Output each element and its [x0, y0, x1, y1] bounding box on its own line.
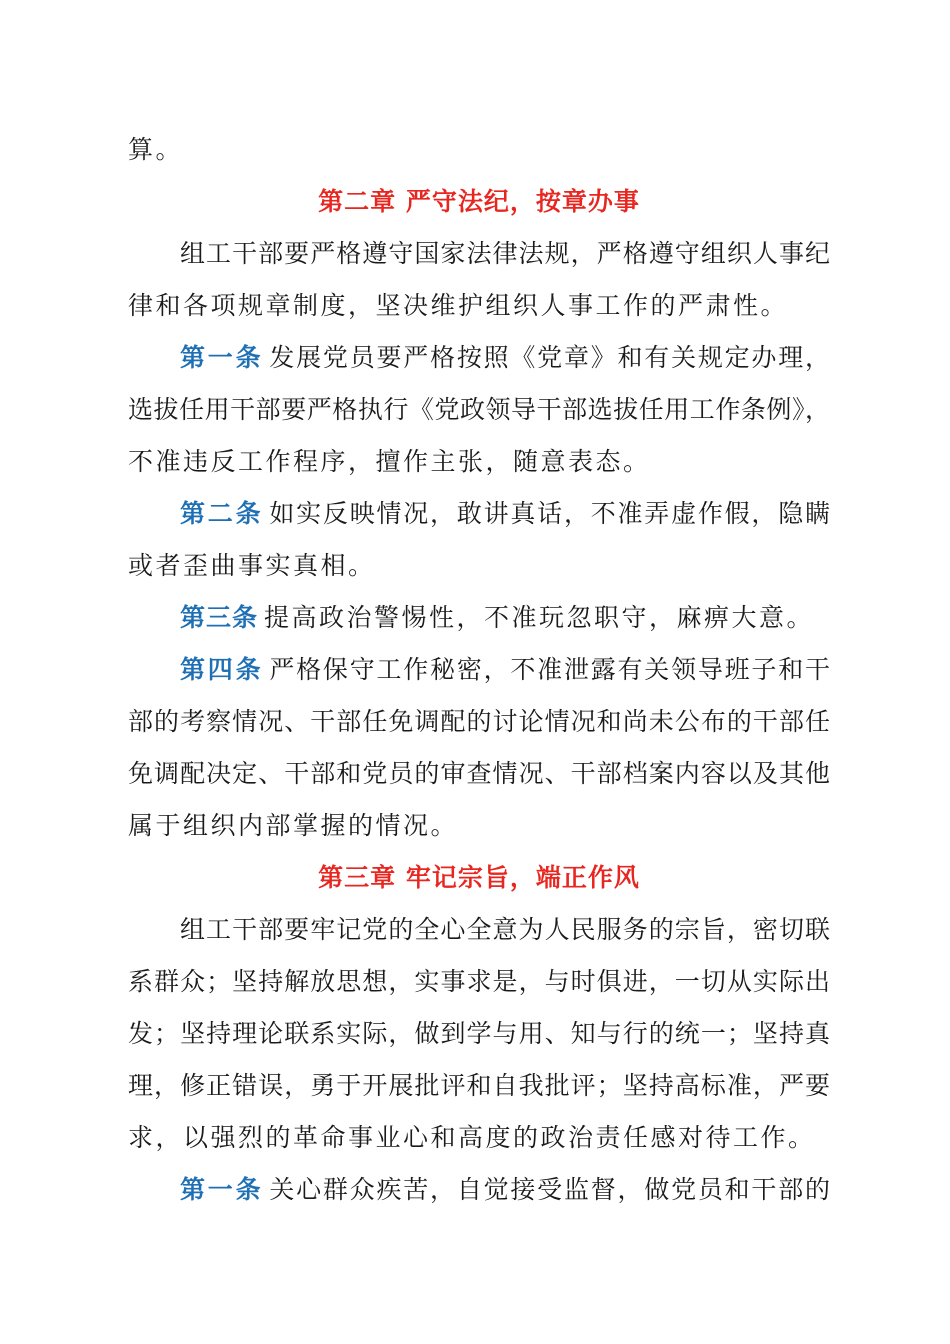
article-paragraph	[128, 332, 830, 488]
article-label: 第二条	[180, 499, 264, 528]
text-line	[128, 488, 830, 540]
text-line: 选拔任用干部要严格执行《党政领导干部选拔任用工作条例》，	[128, 395, 830, 424]
text-line	[128, 332, 830, 384]
article-paragraph	[128, 644, 830, 852]
text-line: 组工干部要牢记党的全心全意为人民服务的宗旨，密切联	[180, 915, 830, 944]
text-line: 属于组织内部掌握的情况。	[128, 811, 459, 840]
text-line	[128, 592, 830, 644]
text-line	[128, 1164, 830, 1216]
document-page	[128, 124, 830, 1216]
text-line: 理，修正错误，勇于开展批评和自我批评；坚持高标准，严要	[128, 1071, 830, 1100]
chapter-heading-2: 第二章 严守法纪，按章办事	[318, 187, 640, 216]
text-line: 发；坚持理论联系实际，做到学与用、知与行的统一；坚持真	[128, 1019, 830, 1048]
chapter-3-intro-paragraph	[128, 904, 830, 1164]
article-text: 发展党员要严格按照《党章》和有关规定办理，	[269, 343, 830, 372]
article-text: 提高政治警惕性，不准玩忽职守，麻痹大意。	[264, 603, 815, 632]
article-text: 严格保守工作秘密，不准泄露有关领导班子和干	[269, 655, 830, 684]
paragraph-continuation	[128, 124, 830, 176]
article-label: 第一条	[180, 343, 264, 372]
article-paragraph	[128, 488, 830, 592]
text-line: 算。	[128, 135, 184, 164]
text-line: 律和各项规章制度，坚决维护组织人事工作的严肃性。	[128, 291, 789, 320]
text-line	[128, 644, 830, 696]
article-paragraph	[128, 1164, 830, 1216]
article-text: 如实反映情况，敢讲真话，不准弄虚作假，隐瞒	[269, 499, 830, 528]
text-line: 不准违反工作程序，擅作主张，随意表态。	[128, 447, 651, 476]
article-paragraph	[128, 592, 830, 644]
chapter-2-intro-paragraph	[128, 228, 830, 332]
text-line: 系群众；坚持解放思想，实事求是，与时俱进，一切从实际出	[128, 967, 830, 996]
text-line: 求，以强烈的革命事业心和高度的政治责任感对待工作。	[128, 1123, 816, 1152]
text-line: 免调配决定、干部和党员的审查情况、干部档案内容以及其他	[128, 759, 830, 788]
article-text: 关心群众疾苦，自觉接受监督，做党员和干部的	[269, 1175, 830, 1204]
text-line: 部的考察情况、干部任免调配的讨论情况和尚未公布的干部任	[128, 707, 830, 736]
text-line: 或者歪曲事实真相。	[128, 551, 376, 580]
article-label: 第三条	[180, 603, 259, 632]
article-label: 第一条	[180, 1175, 264, 1204]
chapter-heading-3: 第三章 牢记宗旨，端正作风	[318, 863, 640, 892]
text-line: 组工干部要严格遵守国家法律法规，严格遵守组织人事纪	[180, 239, 830, 268]
article-label: 第四条	[180, 655, 264, 684]
